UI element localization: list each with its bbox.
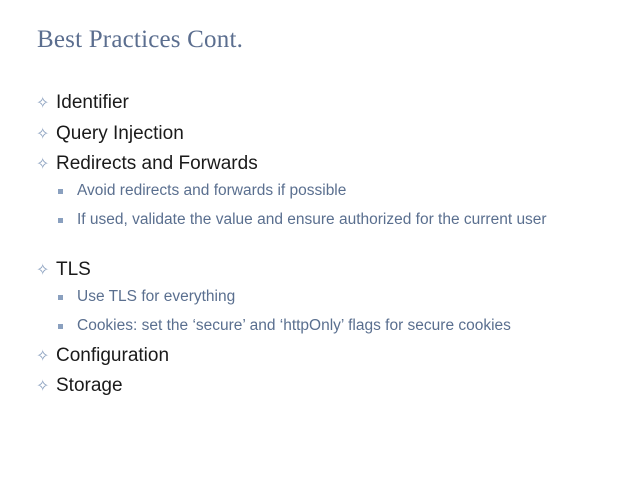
- square-bullet-icon: [58, 189, 63, 194]
- four-point-star-icon: ✧: [36, 348, 50, 365]
- bullet-text: Storage: [56, 375, 123, 396]
- bullet-text: Redirects and Forwards: [56, 153, 258, 174]
- sub-bullet-text: Use TLS for everything: [77, 288, 236, 305]
- bullet-item: [36, 259, 91, 282]
- square-bullet-icon: [58, 324, 63, 329]
- bullet-item: [36, 153, 258, 176]
- square-bullet-icon: [58, 295, 63, 300]
- bullet-item: [36, 123, 184, 146]
- bullet-text: Identifier: [56, 92, 129, 113]
- bullet-text: Configuration: [56, 345, 170, 366]
- sub-bullet-item: [58, 315, 578, 337]
- bullet-item: [36, 345, 169, 368]
- four-point-star-icon: ✧: [36, 156, 50, 173]
- bullet-text: TLS: [56, 259, 91, 280]
- sub-bullet-text: If used, validate the value and ensure authorized for the current user: [77, 211, 547, 228]
- bullet-item: [36, 375, 123, 398]
- four-point-star-icon: ✧: [36, 378, 50, 395]
- four-point-star-icon: ✧: [36, 126, 50, 143]
- bullet-text: Query Injection: [56, 123, 184, 144]
- sub-bullet-item: [58, 180, 578, 202]
- sub-bullet-item: [58, 209, 578, 231]
- sub-bullet-text: Cookies: set the ‘secure’ and ‘httpOnly’ flags for secure cookies: [77, 317, 511, 334]
- four-point-star-icon: ✧: [36, 95, 50, 112]
- sub-bullet-text: Avoid redirects and forwards if possible: [77, 182, 347, 199]
- four-point-star-icon: ✧: [36, 262, 50, 279]
- bullet-item: [36, 92, 129, 115]
- slide-title: Best Practices Cont.: [37, 26, 244, 53]
- square-bullet-icon: [58, 218, 63, 223]
- sub-bullet-item: [58, 286, 578, 308]
